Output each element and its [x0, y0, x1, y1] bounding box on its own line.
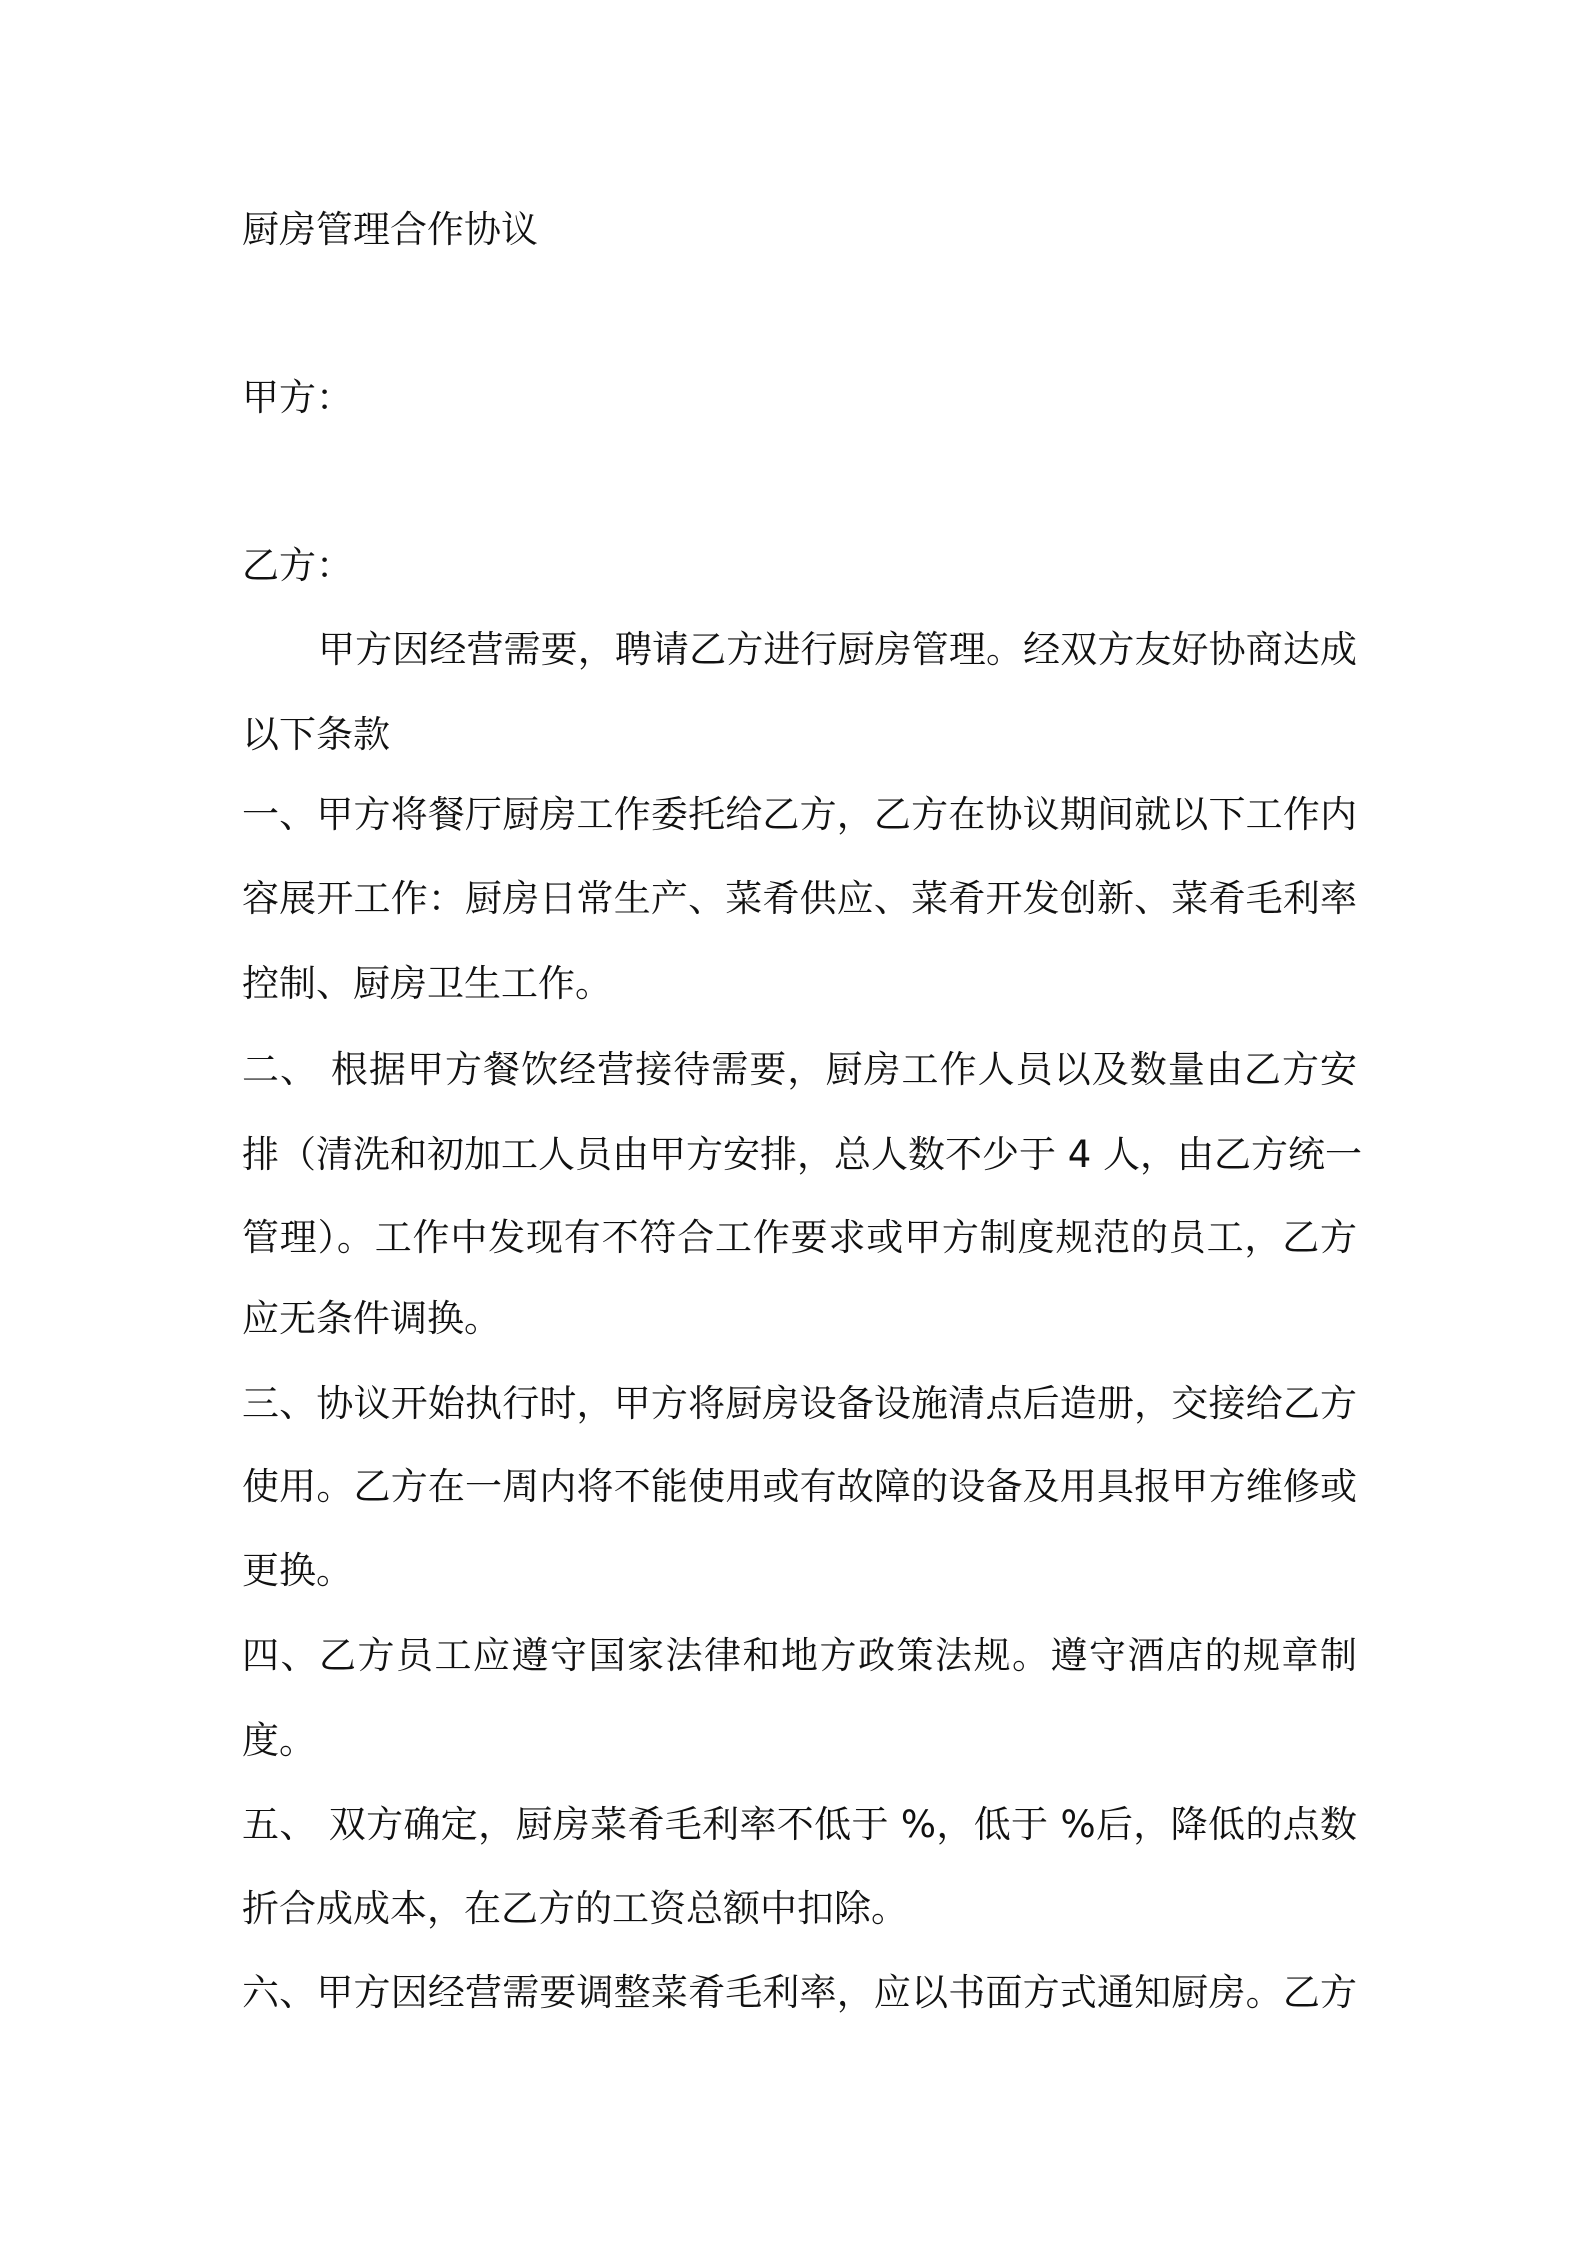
- clause-3-line-1: 三、协议开始执行时，甲方将厨房设备设施清点后造册，交接给乙方: [242, 1382, 1357, 1425]
- clause-4-line-2: 度。: [242, 1719, 316, 1762]
- intro-line-2: 以下条款: [242, 713, 390, 756]
- clause-2-line-4: 应无条件调换。: [242, 1297, 501, 1340]
- clause-1-line-2: 容展开工作：厨房日常生产、菜肴供应、菜肴开发创新、菜肴毛利率: [242, 877, 1357, 920]
- clause-5-line-1: 五、 双方确定，厨房菜肴毛利率不低于 %，低于 %后，降低的点数: [242, 1803, 1357, 1846]
- clause-1-line-3: 控制、厨房卫生工作。: [242, 962, 612, 1005]
- clause-1-line-1: 一、甲方将餐厅厨房工作委托给乙方，乙方在协议期间就以下工作内: [242, 793, 1357, 836]
- clause-4-line-1: 四、乙方员工应遵守国家法律和地方政策法规。遵守酒店的规章制: [242, 1634, 1357, 1677]
- clause-5-line-2: 折合成成本，在乙方的工资总额中扣除。: [242, 1887, 908, 1930]
- clause-2-line-3: 管理）。工作中发现有不符合工作要求或甲方制度规范的员工，乙方: [242, 1216, 1357, 1259]
- document-title: 厨房管理合作协议: [242, 208, 538, 251]
- clause-2-line-1: 二、 根据甲方餐饮经营接待需要，厨房工作人员以及数量由乙方安: [242, 1048, 1357, 1091]
- party-a-label: 甲方：: [242, 376, 353, 419]
- clause-6-line-1: 六、甲方因经营需要调整菜肴毛利率，应以书面方式通知厨房。乙方: [242, 1971, 1357, 2014]
- clause-3-line-2: 使用。乙方在一周内将不能使用或有故障的设备及用具报甲方维修或: [242, 1465, 1357, 1508]
- intro-line-1: 甲方因经营需要，聘请乙方进行厨房管理。经双方友好协商达成: [318, 628, 1357, 671]
- party-b-label: 乙方：: [242, 544, 353, 587]
- clause-3-line-3: 更换。: [242, 1549, 353, 1592]
- clause-2-line-2: 排（清洗和初加工人员由甲方安排，总人数不少于 4 人，由乙方统一: [242, 1133, 1363, 1176]
